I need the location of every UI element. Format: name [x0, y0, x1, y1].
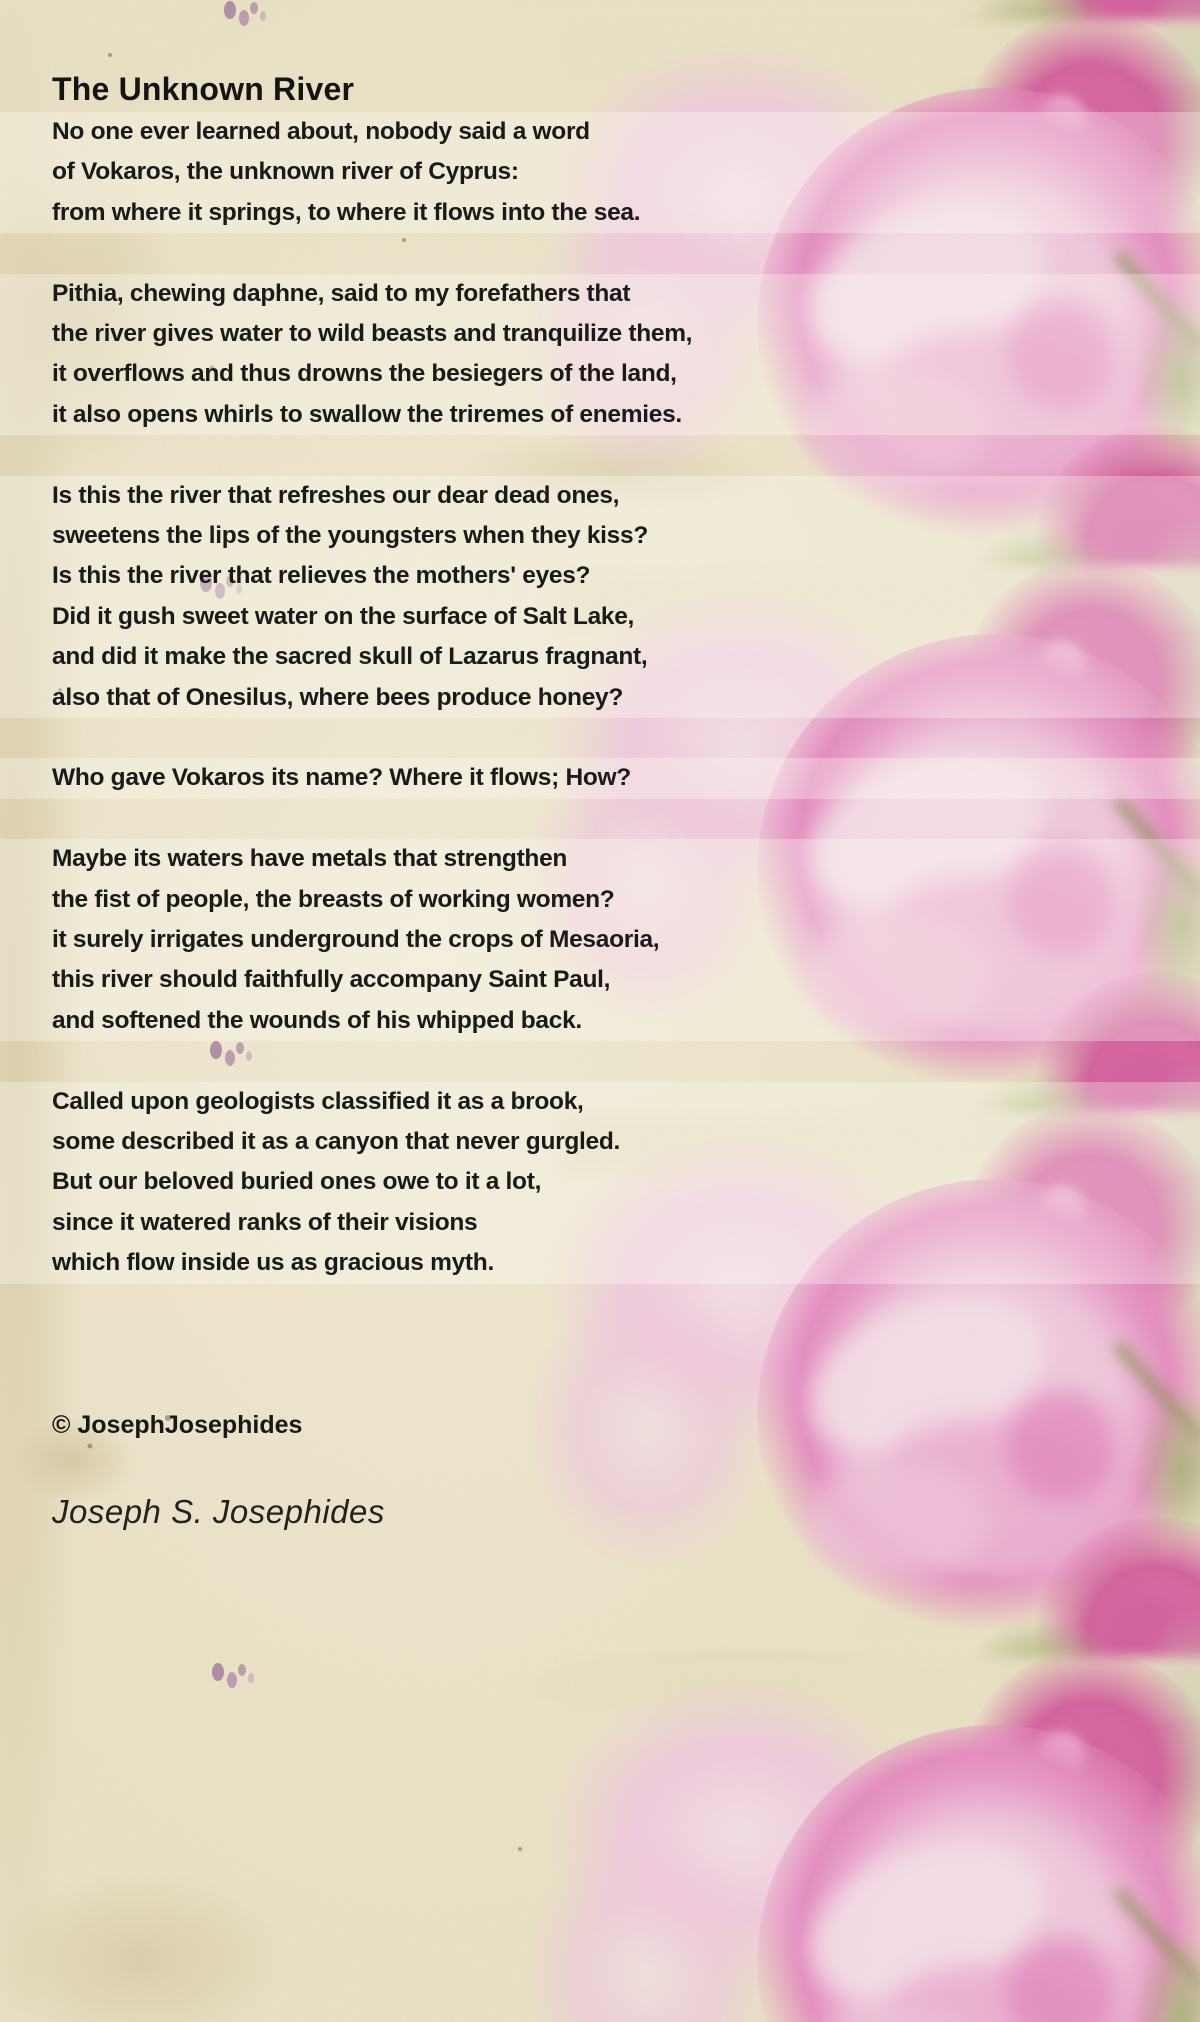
stanza	[0, 839, 1200, 1041]
poem-line: Maybe its waters have metals that strengthen	[0, 839, 1200, 879]
copyright-line: © JosephJosephides	[52, 1410, 303, 1439]
poem-line: it surely irrigates underground the crops of Mesaoria,	[0, 920, 1200, 960]
poem-line: and did it make the sacred skull of Lazarus fragnant,	[0, 637, 1200, 677]
poem-line: But our beloved buried ones owe to it a lot,	[0, 1162, 1200, 1202]
poem-line: which flow inside us as gracious myth.	[0, 1243, 1200, 1283]
poem-line: the fist of people, the breasts of working women?	[0, 880, 1200, 920]
stanza	[0, 112, 1200, 233]
poem-line: Is this the river that refreshes our dear dead ones,	[0, 476, 1200, 516]
poem-line: No one ever learned about, nobody said a word	[0, 112, 1200, 152]
poem-line: this river should faithfully accompany Saint Paul,	[0, 960, 1200, 1000]
stanza	[0, 758, 1200, 798]
stanza	[0, 1082, 1200, 1284]
poem-line: Did it gush sweet water on the surface of Salt Lake,	[0, 597, 1200, 637]
poem-line: of Vokaros, the unknown river of Cyprus:	[0, 152, 1200, 192]
poem-line: from where it springs, to where it flows into the sea.	[0, 193, 1200, 233]
poem-line: sweetens the lips of the youngsters when they kiss?	[0, 516, 1200, 556]
stanza	[0, 274, 1200, 436]
poem-line: the river gives water to wild beasts and tranquilize them,	[0, 314, 1200, 354]
poem-stanzas	[0, 112, 1200, 1284]
poem-line: Pithia, chewing daphne, said to my forefathers that	[0, 274, 1200, 314]
poem-line: it overflows and thus drowns the besiegers of the land,	[0, 354, 1200, 394]
stanza	[0, 476, 1200, 718]
poem-line: some described it as a canyon that never gurgled.	[0, 1122, 1200, 1162]
poem-line: since it watered ranks of their visions	[0, 1203, 1200, 1243]
poem-title: The Unknown River	[52, 71, 355, 108]
poem	[0, 112, 1200, 1535]
author-signature: Joseph S. Josephides	[52, 1493, 385, 1531]
poem-line: also that of Onesilus, where bees produce honey?	[0, 678, 1200, 718]
poem-line: Called upon geologists classified it as a brook,	[0, 1082, 1200, 1122]
poem-line: it also opens whirls to swallow the triremes of enemies.	[0, 395, 1200, 435]
poem-line: and softened the wounds of his whipped back.	[0, 1001, 1200, 1041]
poem-line: Who gave Vokaros its name? Where it flows; How?	[0, 758, 1200, 798]
poem-line: Is this the river that relieves the mothers' eyes?	[0, 556, 1200, 596]
